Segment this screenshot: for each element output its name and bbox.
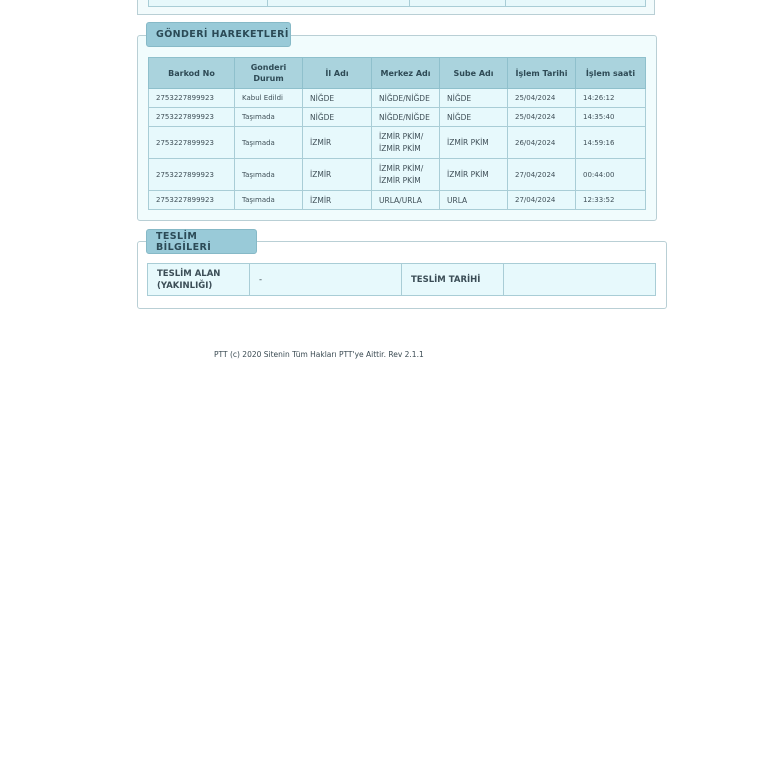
cell-city: İZMİR xyxy=(303,191,372,210)
cell-center: İZMİR PKİM/ İZMİR PKİM xyxy=(372,159,440,191)
previous-panel xyxy=(137,0,655,15)
receiver-label: TESLİM ALAN (YAKINLIĞI) xyxy=(148,264,250,296)
cell-status: Kabul Edildi xyxy=(235,89,303,108)
cell-status: Taşımada xyxy=(235,127,303,159)
previous-panel-table xyxy=(148,0,646,7)
cell-center: İZMİR PKİM/ İZMİR PKİM xyxy=(372,127,440,159)
cell-barcode: 2753227899923 xyxy=(149,89,235,108)
table-row xyxy=(149,159,646,191)
table-divider xyxy=(267,0,268,6)
cell-date: 25/04/2024 xyxy=(508,89,576,108)
header-branch: Sube Adı xyxy=(440,58,508,89)
footer-copyright: PTT (c) 2020 Sitenin Tüm Hakları PTT'ye Aittir. Rev 2.1.1 xyxy=(214,350,424,359)
table-row xyxy=(149,127,646,159)
cell-barcode: 2753227899923 xyxy=(149,127,235,159)
cell-date: 27/04/2024 xyxy=(508,191,576,210)
header-date: İşlem Tarihi xyxy=(508,58,576,89)
receiver-value: - xyxy=(250,264,402,296)
cell-branch: NİĞDE xyxy=(440,108,508,127)
cell-time: 14:35:40 xyxy=(576,108,646,127)
cell-time: 14:26:12 xyxy=(576,89,646,108)
header-city: İl Adı xyxy=(303,58,372,89)
header-status: Gonderi Durum xyxy=(235,58,303,89)
cell-city: İZMİR xyxy=(303,159,372,191)
cell-branch: URLA xyxy=(440,191,508,210)
cell-branch: İZMİR PKİM xyxy=(440,127,508,159)
table-divider xyxy=(409,0,410,6)
header-center: Merkez Adı xyxy=(372,58,440,89)
cell-barcode: 2753227899923 xyxy=(149,108,235,127)
delivery-date-value xyxy=(504,264,656,296)
cell-barcode: 2753227899923 xyxy=(149,159,235,191)
cell-city: İZMİR xyxy=(303,127,372,159)
cell-status: Taşımada xyxy=(235,108,303,127)
cell-date: 26/04/2024 xyxy=(508,127,576,159)
table-divider xyxy=(505,0,506,6)
cell-center: URLA/URLA xyxy=(372,191,440,210)
cell-time: 14:59:16 xyxy=(576,127,646,159)
cell-city: NİĞDE xyxy=(303,89,372,108)
cell-date: 27/04/2024 xyxy=(508,159,576,191)
cell-time: 12:33:52 xyxy=(576,191,646,210)
cell-city: NİĞDE xyxy=(303,108,372,127)
table-header-row xyxy=(149,58,646,89)
delivery-row xyxy=(148,264,656,296)
cell-center: NİĞDE/NİĞDE xyxy=(372,108,440,127)
cell-time: 00:44:00 xyxy=(576,159,646,191)
header-barcode: Barkod No xyxy=(149,58,235,89)
shipment-movements-table xyxy=(148,57,646,210)
table-row xyxy=(149,89,646,108)
cell-center: NİĞDE/NİĞDE xyxy=(372,89,440,108)
header-time: İşlem saati xyxy=(576,58,646,89)
cell-branch: NİĞDE xyxy=(440,89,508,108)
delivery-info-title: TESLİM BİLGİLERİ xyxy=(146,229,257,254)
delivery-info-table xyxy=(147,263,656,296)
cell-branch: İZMİR PKİM xyxy=(440,159,508,191)
table-row xyxy=(149,191,646,210)
cell-date: 25/04/2024 xyxy=(508,108,576,127)
table-row xyxy=(149,108,646,127)
cell-status: Taşımada xyxy=(235,191,303,210)
cell-status: Taşımada xyxy=(235,159,303,191)
shipment-movements-title: GÖNDERİ HAREKETLERİ xyxy=(146,22,291,47)
delivery-date-label: TESLİM TARİHİ xyxy=(402,264,504,296)
cell-barcode: 2753227899923 xyxy=(149,191,235,210)
